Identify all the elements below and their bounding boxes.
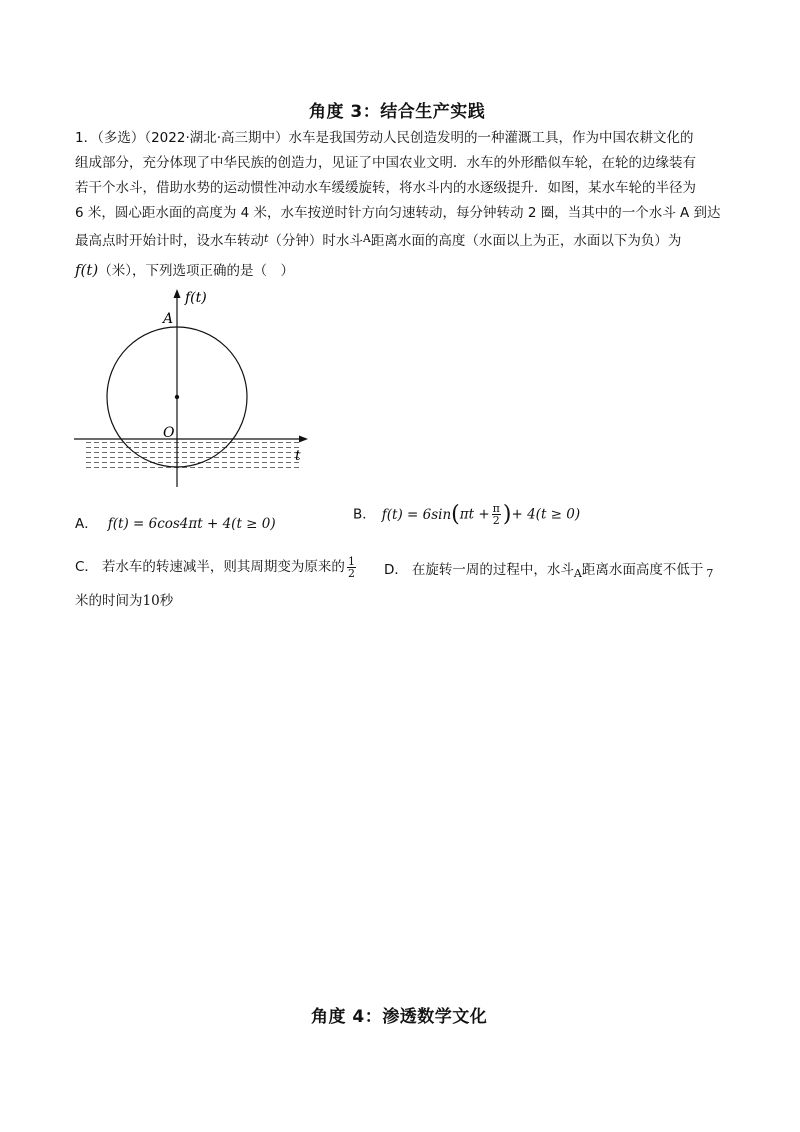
var-A: A <box>362 232 371 245</box>
option-c-frac-den: 2 <box>347 566 355 580</box>
option-d-line2a: 米的时间为 <box>75 593 143 609</box>
section-4-heading: 角度 4：渗透数学文化 <box>311 1007 488 1027</box>
f-of-t: f(t) <box>75 261 99 279</box>
water-wheel-figure <box>70 285 320 490</box>
option-b-frac-den: 2 <box>492 514 500 527</box>
problem-line-3: 若干个水斗，借助水势的运动惯性冲动水车缓缓旋转，将水斗内的水逐级提升．如图，某水车轮的半径为 <box>75 180 696 196</box>
option-d <box>384 558 713 580</box>
option-d-text1: 在旋转一周的过程中，水斗 <box>411 562 574 578</box>
problem-line-6a: （米），下列选项正确的是（ ） <box>98 263 295 279</box>
option-b-pi-t: πt + <box>459 506 490 523</box>
option-c <box>75 555 358 579</box>
option-c-frac-num: 1 <box>347 554 355 568</box>
fig-origin-O: O <box>163 425 175 441</box>
water-region <box>83 442 301 471</box>
option-a-formula: f(t) = 6cos4πt + 4(t ≥ 0) <box>107 516 276 532</box>
problem-line-2: 组成部分，充分体现了中华民族的创造力，见证了中国农业文明．水车的外形酷似车轮，在轮的边缘装有 <box>75 155 696 171</box>
section-3-heading: 角度 3：结合生产实践 <box>309 102 486 122</box>
option-a-label: A． <box>75 516 98 532</box>
fig-t-label: t <box>295 448 301 464</box>
option-d-line2c: 秒 <box>159 593 174 609</box>
problem-line-5 <box>75 226 735 254</box>
option-b-label: B． <box>353 506 376 523</box>
problem-line-1: 1．（多选）（2022·湖北·高三期中）水车是我国劳动人民创造发明的一种灌溉工具，作为中国农耕文化的 <box>75 130 694 146</box>
fig-f-label: f(t) <box>185 290 207 306</box>
option-c-fraction <box>347 556 356 579</box>
t-axis-arrow <box>299 436 308 443</box>
option-d-line2b: 10 <box>142 593 160 609</box>
option-d-num: 7 <box>706 567 714 580</box>
problem-line-6 <box>75 258 735 284</box>
option-b-formula-left: f(t) = 6sin <box>381 506 452 523</box>
problem-line-5c: 距离水面的高度（水面以上为正，水面以下为负）为 <box>370 233 682 249</box>
option-b-frac-num: π <box>492 502 500 515</box>
option-a <box>75 512 276 532</box>
option-d-line-2 <box>75 589 173 609</box>
fig-point-A: A <box>163 311 174 327</box>
option-c-label: C． <box>75 559 98 575</box>
option-b-formula-right: + 4(t ≥ 0) <box>511 506 581 523</box>
option-d-sub-A: A <box>573 567 582 580</box>
problem-1-statement <box>75 126 735 284</box>
problem-line-5a: 最高点时开始计时，设水车转动 <box>75 233 264 249</box>
option-d-label: D． <box>384 562 408 578</box>
option-d-text2: 距离水面高度不低于 <box>581 562 704 578</box>
problem-line-5b: （分钟）时水斗 <box>268 233 363 249</box>
option-b: B． f(t) = 6sin(πt + $\frac{\pi}{2}$ )+ 4(t ≥ 0) <box>353 502 581 527</box>
wheel-center-dot <box>175 395 179 399</box>
option-b-fraction <box>492 503 501 526</box>
problem-line-4: 6 米，圆心距水面的高度为 4 米，水车按逆时针方向匀速转动，每分钟转动 2 圈，当其中的一个水斗 A 到达 <box>75 205 721 221</box>
var-t: t <box>264 232 269 245</box>
option-c-text: 若水车的转速减半，则其周期变为原来的 <box>101 559 345 575</box>
f-axis-arrow <box>174 289 181 298</box>
